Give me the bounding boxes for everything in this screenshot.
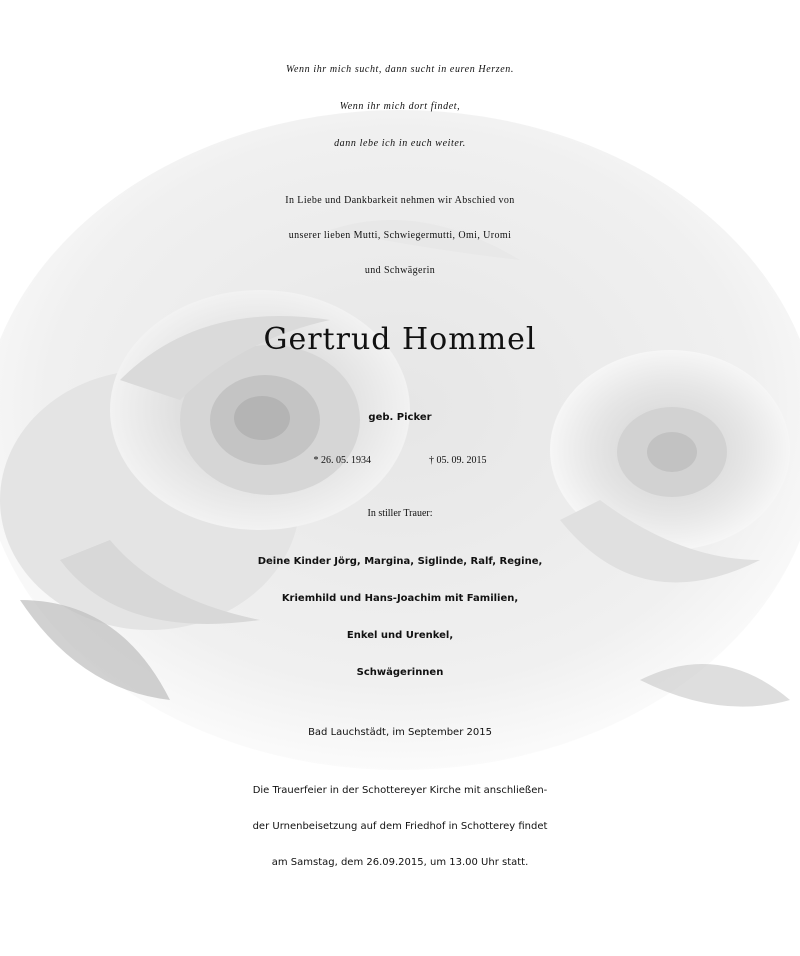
deceased-name: Gertrud Hommel: [263, 322, 537, 357]
intro-line-3: und Schwägerin: [364, 265, 436, 276]
mourners-line-2: Kriemhild und Hans-Joachim mit Familien,: [281, 593, 519, 604]
place-date: Bad Lauchstädt, im September 2015: [308, 727, 492, 738]
quote-line-3: dann lebe ich in euch weiter.: [334, 138, 466, 149]
mourners-line-4: Schwägerinnen: [356, 667, 444, 678]
mourners-line-3: Enkel und Urenkel,: [346, 630, 454, 641]
intro-line-1: In Liebe und Dankbarkeit nehmen wir Abschied von: [285, 195, 515, 206]
service-line-1: Die Trauerfeier in der Schottereyer Kirche mit anschließen-: [252, 785, 548, 796]
birth-name: geb. Picker: [368, 412, 432, 423]
birth-date: * 26. 05. 1934: [313, 455, 371, 466]
life-dates: [0, 455, 800, 466]
intro-line-2: unserer lieben Mutti, Schwiegermutti, Omi, Uromi: [288, 230, 512, 241]
mourners-line-1: Deine Kinder Jörg, Margina, Siglinde, Ralf, Regine,: [257, 556, 543, 567]
death-date: † 05. 09. 2015: [429, 455, 487, 466]
service-line-3: am Samstag, dem 26.09.2015, um 13.00 Uhr statt.: [271, 857, 529, 868]
quote-line-1: Wenn ihr mich sucht, dann sucht in euren Herzen.: [285, 64, 515, 75]
service-line-2: der Urnenbeisetzung auf dem Friedhof in Schotterey findet: [252, 821, 548, 832]
mourners-heading: In stiller Trauer:: [367, 508, 433, 519]
quote-line-2: Wenn ihr mich dort findet,: [339, 101, 461, 112]
